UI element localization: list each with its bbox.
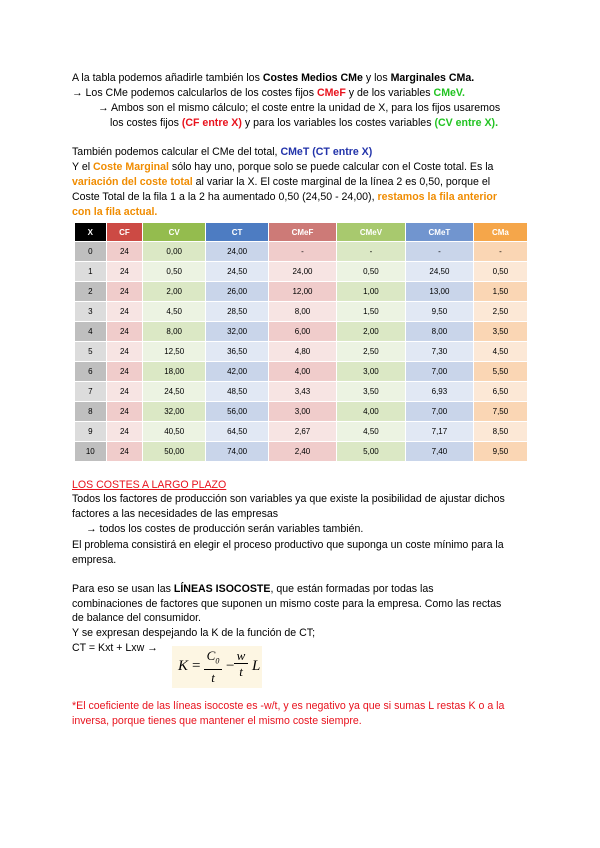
cell-cmet: 13,00 [406, 282, 473, 301]
table-row [75, 262, 527, 281]
header-x: X [75, 223, 106, 241]
section-title: LOS COSTES A LARGO PLAZO [72, 479, 227, 491]
formula-denominator-t2: t [239, 664, 243, 679]
text: → Los CMe podemos calcularlos de los costes fijos [72, 87, 317, 99]
term-cme: Costes Medios CMe [262, 72, 363, 84]
cell-ct: 42,00 [206, 362, 268, 381]
largo-line-1: Todos los factores de producción son variables ya que existe la posibilidad de ajustar dichos [72, 493, 505, 505]
cell-cmev: 2,00 [337, 322, 405, 341]
cell-x: 3 [75, 302, 106, 321]
cell-cmef: 4,00 [269, 362, 336, 381]
header-cv: CV [143, 223, 205, 241]
cell-cmev: - [337, 242, 405, 261]
text: También podemos calcular el CMe del total, [72, 146, 281, 158]
cell-cmet: 7,00 [406, 362, 473, 381]
text: Y el [72, 161, 94, 173]
formula-k: K [178, 658, 189, 674]
note-line-2: inversa, porque tienes que mantener el mismo coste siempre. [72, 715, 362, 727]
formula-numerator-c [204, 648, 222, 670]
largo-line-2: factores a las necesidades de las empresas [72, 508, 279, 520]
formula-l: L [252, 658, 261, 674]
cell-x: 9 [75, 422, 106, 441]
cell-cma: 8,50 [474, 422, 527, 441]
cell-cmev: 2,50 [337, 342, 405, 361]
cell-cma: 3,50 [474, 322, 527, 341]
table-row [75, 422, 527, 441]
text: y para los variables los costes variables [241, 117, 435, 129]
cell-x: 6 [75, 362, 106, 381]
formula-minus: − [226, 658, 235, 674]
text: y de los variables [345, 87, 434, 99]
cell-cmef: 2,67 [269, 422, 336, 441]
intro-line-4 [110, 116, 498, 130]
header-ct: CT [206, 223, 268, 241]
cell-cmev: 0,50 [337, 262, 405, 281]
total-line-3 [72, 175, 490, 189]
cell-cf: 24 [107, 282, 143, 301]
cell-cmet: 6,93 [406, 382, 473, 401]
cell-cma: 1,50 [474, 282, 527, 301]
largo-line-5: empresa. [72, 554, 117, 566]
term-cmef: CMeF [316, 87, 346, 99]
isocoste-line-4: Y se expresan despejando la K de la función de CT; [72, 627, 316, 639]
cell-cv: 24,50 [143, 382, 205, 401]
text: al variar la X. El coste marginal de la línea 2 es 0,50, porque el [192, 176, 491, 188]
table-row [75, 242, 527, 261]
cell-cmef: 8,00 [269, 302, 336, 321]
formula-denominator-t: t [211, 669, 215, 685]
cell-cmet: 7,17 [406, 422, 473, 441]
cell-cf: 24 [107, 342, 143, 361]
isocoste-line-5: CT = Kxt + Lxw → [72, 642, 158, 654]
total-line-4 [72, 190, 497, 204]
term-coste-marginal: Coste Marginal [93, 161, 169, 173]
costs-table [74, 222, 528, 462]
text: → Ambos son el mismo cálculo; el coste entre la unidad de X, para los fijos usaremos [98, 102, 501, 114]
cell-ct: 26,00 [206, 282, 268, 301]
cell-x: 1 [75, 262, 106, 281]
cell-cmef: 3,43 [269, 382, 336, 401]
total-line-5 [72, 205, 157, 219]
header-cmev: CMeV [337, 223, 405, 241]
table-row [75, 282, 527, 301]
cell-cf: 24 [107, 402, 143, 421]
cell-cmef: - [269, 242, 336, 261]
largo-line-4: El problema consistirá en elegir el proceso productivo que suponga un coste mínimo para la [72, 539, 504, 551]
cell-x: 4 [75, 322, 106, 341]
cell-cf: 24 [107, 302, 143, 321]
cell-cma: 6,50 [474, 382, 527, 401]
cell-cv: 0,00 [143, 242, 205, 261]
isocoste-formula [172, 646, 262, 688]
formula-fraction-c0 [204, 648, 222, 686]
cell-cv: 18,00 [143, 362, 205, 381]
cell-cv: 4,50 [143, 302, 205, 321]
table-row [75, 442, 527, 461]
cell-x: 2 [75, 282, 106, 301]
cell-cmet: 24,50 [406, 262, 473, 281]
cell-cf: 24 [107, 262, 143, 281]
cell-cma: 0,50 [474, 262, 527, 281]
cell-cmef: 12,00 [269, 282, 336, 301]
cell-cmet: 7,40 [406, 442, 473, 461]
text: los costes fijos [110, 117, 182, 129]
term-lineas-isocoste: LÍNEAS ISOCOSTE [173, 583, 271, 595]
cell-ct: 28,50 [206, 302, 268, 321]
isocoste-line-3: de balance del consumidor. [72, 612, 201, 624]
text: Para eso se usan las [72, 583, 174, 595]
cell-x: 5 [75, 342, 106, 361]
cell-cmev: 1,50 [337, 302, 405, 321]
cell-cma: 2,50 [474, 302, 527, 321]
table-body [75, 242, 527, 461]
header-cma: CMa [474, 223, 527, 241]
total-line-1 [72, 145, 372, 159]
cell-cf: 24 [107, 362, 143, 381]
cell-cf: 24 [107, 322, 143, 341]
table-row [75, 342, 527, 361]
total-line-2 [72, 160, 493, 174]
table-row [75, 302, 527, 321]
cell-ct: 24,50 [206, 262, 268, 281]
intro-line-2 [72, 86, 465, 100]
cell-cv: 12,50 [143, 342, 205, 361]
isocoste-line-1 [72, 582, 434, 596]
largo-line-3: → todos los costes de producción serán variables también. [86, 523, 364, 535]
table-row [75, 402, 527, 421]
cell-ct: 74,00 [206, 442, 268, 461]
text: Coste Total de la fila 1 a la 2 ha aumentado 0,50 (24,50 - 24,00), [72, 191, 378, 203]
cell-x: 0 [75, 242, 106, 261]
cell-cmef: 4,80 [269, 342, 336, 361]
cell-x: 7 [75, 382, 106, 401]
formula-c: C [206, 648, 216, 663]
note-line-1: *El coeficiente de las líneas isocoste es -w/t, y es negativo ya que si sumas L restas K o a la [72, 700, 505, 712]
text: A la tabla podemos añadirle también los [72, 72, 263, 84]
cell-cmet: 8,00 [406, 322, 473, 341]
cell-cmet: 7,00 [406, 402, 473, 421]
cell-cv: 40,50 [143, 422, 205, 441]
cell-cf: 24 [107, 442, 143, 461]
cell-ct: 64,50 [206, 422, 268, 441]
table-row [75, 322, 527, 341]
cell-cf: 24 [107, 382, 143, 401]
cell-cma: 5,50 [474, 362, 527, 381]
cell-x: 8 [75, 402, 106, 421]
cell-cmev: 1,00 [337, 282, 405, 301]
term-cv-entre-x: (CV entre X). [434, 117, 499, 129]
cell-cmef: 24,00 [269, 262, 336, 281]
cell-cma: 7,50 [474, 402, 527, 421]
term-cmev: CMeV. [433, 87, 465, 99]
cell-cmev: 3,50 [337, 382, 405, 401]
cell-cmef: 6,00 [269, 322, 336, 341]
formula-numerator-w: w [234, 648, 248, 664]
cell-cf: 24 [107, 422, 143, 441]
intro-line-3 [98, 101, 500, 115]
term-cma: Marginales CMa. [390, 72, 475, 84]
cell-cmet: 7,30 [406, 342, 473, 361]
cell-cmet: - [406, 242, 473, 261]
cell-cmev: 3,00 [337, 362, 405, 381]
formula-fraction-w [234, 648, 248, 680]
text: sólo hay uno, porque solo se puede calcular con el Coste total. Es la [168, 161, 494, 173]
text: , que están formadas por todas las [270, 583, 434, 595]
cell-cmef: 3,00 [269, 402, 336, 421]
formula-equals: = [192, 658, 201, 674]
header-cmet: CMeT [406, 223, 473, 241]
cell-cmev: 5,00 [337, 442, 405, 461]
term-cf-entre-x: (CF entre X) [181, 117, 242, 129]
cell-cmev: 4,50 [337, 422, 405, 441]
cell-cmet: 9,50 [406, 302, 473, 321]
cell-ct: 24,00 [206, 242, 268, 261]
term-fila-actual: con la fila actual. [72, 206, 158, 218]
table-row [75, 362, 527, 381]
cell-cv: 2,00 [143, 282, 205, 301]
text: y los [362, 72, 391, 84]
cell-cv: 32,00 [143, 402, 205, 421]
cell-cv: 50,00 [143, 442, 205, 461]
table-row [75, 382, 527, 401]
cell-cma: 9,50 [474, 442, 527, 461]
cell-cma: - [474, 242, 527, 261]
cell-cmef: 2,40 [269, 442, 336, 461]
cell-x: 10 [75, 442, 106, 461]
cell-cv: 8,00 [143, 322, 205, 341]
term-variacion: variación del coste total [72, 176, 193, 188]
cell-cf: 24 [107, 242, 143, 261]
header-cmef: CMeF [269, 223, 336, 241]
cell-cmev: 4,00 [337, 402, 405, 421]
cell-ct: 56,00 [206, 402, 268, 421]
intro-line-1 [72, 71, 474, 85]
cell-ct: 36,50 [206, 342, 268, 361]
table-header-row [75, 223, 527, 241]
cell-ct: 32,00 [206, 322, 268, 341]
isocoste-line-2: combinaciones de factores que suponen un mismo coste para la empresa. Como las rectas [72, 598, 502, 610]
header-cf: CF [107, 223, 143, 241]
cell-cv: 0,50 [143, 262, 205, 281]
formula-c-sub: 0 [215, 656, 220, 666]
cell-cma: 4,50 [474, 342, 527, 361]
cell-ct: 48,50 [206, 382, 268, 401]
term-restamos: restamos la fila anterior [377, 191, 497, 203]
term-cmet: CMeT (CT entre X) [280, 146, 373, 158]
